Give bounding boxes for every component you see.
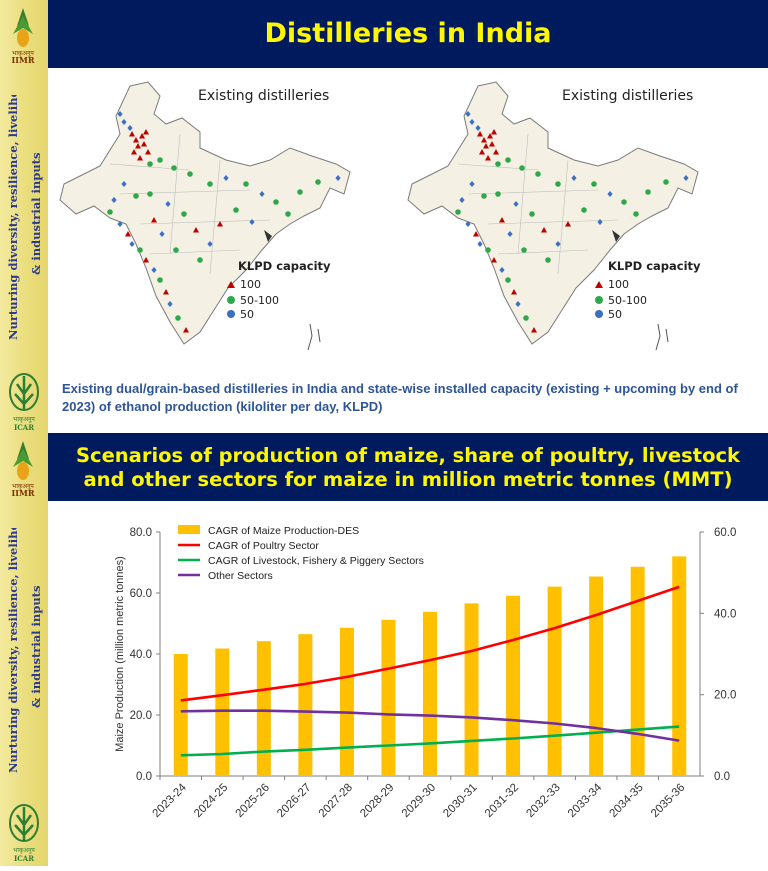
map-marker-circle [147,191,153,197]
map-marker-circle [147,161,153,167]
legend-item-100: 100 [240,278,261,291]
tagline-top [2,95,48,345]
map-caption: Existing dual/grain-based distilleries in India and state-wise installed capacity (existing + upcoming by end of 2023) of ethanol production (kiloliter per day, KLPD) [62,381,738,414]
map-marker-circle [535,171,541,177]
map-marker-circle [133,193,139,199]
logo-bottom-text-2: भाकृअनुप [13,847,35,854]
map-marker-circle [171,165,177,171]
legend-item-50: 50 [240,308,254,321]
map-panel-left [50,74,395,374]
y2-tick-label: 0.0 [714,771,730,783]
map-marker-circle [273,199,279,205]
logo-top-abbr: IIMR [11,55,35,64]
map-marker-circle [505,277,511,283]
map-marker-circle [633,211,639,217]
logo-bottom-abbr: ICAR [13,423,35,432]
legend-item-50-100-2: 50-100 [608,294,647,307]
legend-diamond-icon [227,310,235,318]
x-tick-label: 2025-26 [233,781,272,820]
map-marker-circle [157,157,163,163]
x-tick-label: 2033-34 [565,781,605,820]
map-marker-circle [157,277,163,283]
x-tick-label: 2024-25 [192,781,231,820]
y2-tick-label: 60.0 [714,527,737,539]
x-tick-label: 2027-28 [316,781,356,820]
map-marker-diamond [129,241,134,247]
legend-title-2: KLPD capacity [608,259,701,273]
map-marker-circle [581,207,587,213]
left-sidebar-bottom [0,433,48,866]
y-tick-label: 0.0 [136,771,152,783]
map-marker-circle [173,247,179,253]
x-tick-label: 2035-36 [649,781,688,820]
map-marker-circle [297,189,303,195]
legend-title: KLPD capacity [238,259,331,273]
legend-circle-icon-2 [595,296,603,304]
logo-top-text-2: भाकृअनुप [12,483,34,490]
logo-bottom-abbr-2: ICAR [13,854,35,863]
bar [465,603,479,776]
y-axis-label: Maize Production (million metric tonnes) [114,556,126,752]
tagline-line1: Nurturing diversity, resilience, livelihood [6,95,20,340]
legend-item-50-2: 50 [608,308,622,321]
map-marker-circle [207,181,213,187]
legend-entry: CAGR of Poultry Sector [208,540,319,552]
map-marker-circle [663,179,669,185]
map-marker-circle [187,171,193,177]
map-marker-diamond [477,241,482,247]
india-map-outline [60,82,350,344]
legend-item-100-2: 100 [608,278,629,291]
legend-entry: CAGR of Livestock, Fishery & Piggery Sectors [208,555,424,567]
legend-swatch [178,525,200,534]
map-marker-circle [519,165,525,171]
map-marker-circle [529,211,535,217]
bar [548,587,562,776]
map-marker-circle [621,199,627,205]
map-marker-circle [107,209,113,215]
map-marker-circle [591,181,597,187]
x-tick-label: 2026-27 [275,781,314,820]
title-line2: and other sectors for maize in million metric tonnes (MMT) [83,468,733,491]
icar-logo-2 [4,801,44,863]
y-tick-label: 60.0 [129,588,152,600]
chart-svg [48,506,768,866]
bar [423,612,437,776]
bar [589,577,603,776]
map-marker-circle [181,211,187,217]
page-title-top: Distilleries in India [48,0,768,68]
legend-item-50-100: 50-100 [240,294,279,307]
bar [506,596,520,776]
x-tick-label: 2023-24 [150,781,189,820]
icar-logo [4,370,44,432]
legend-triangle-icon-2 [595,281,603,288]
map-title-2: Existing distilleries [562,88,694,104]
map-marker-circle [197,257,203,263]
y2-tick-label: 20.0 [714,689,737,702]
y-tick-label: 80.0 [129,527,152,539]
map-panel-right [398,74,743,374]
map-marker-circle [545,257,551,263]
map-marker-circle [455,209,461,215]
map-marker-circle [233,207,239,213]
y2-tick-label: 40.0 [714,608,737,621]
x-tick-label: 2030-31 [441,781,480,820]
iimr-logo [3,4,43,64]
tagline-bottom [2,528,48,778]
legend-entry: CAGR of Maize Production-DES [208,525,360,537]
map-marker-circle [521,247,527,253]
logo-top-text: भाकृअनुप [12,50,34,57]
page-title-bottom [48,433,768,501]
map-marker-circle [645,189,651,195]
map-marker-circle [505,157,511,163]
map-marker-circle [315,179,321,185]
map-marker-circle [481,193,487,199]
y-tick-label: 40.0 [129,649,152,661]
bar [174,654,188,776]
map-marker-circle [523,315,529,321]
title-line1: Scenarios of production of maize, share of poultry, livestock [75,444,741,467]
map-marker-circle [243,181,249,187]
map-marker-circle [495,161,501,167]
y-tick-label: 20.0 [129,710,152,722]
logo-top-abbr-2: IIMR [11,488,35,497]
map-marker-circle [555,181,561,187]
x-tick-label: 2034-35 [607,781,646,820]
legend-entry: Other Sectors [208,570,273,582]
tagline-line2-2: & industrial inputs [29,585,43,708]
maize-chart [48,506,768,866]
tagline-line1-2: Nurturing diversity, resilience, livelihood [6,528,20,773]
iimr-logo-2 [3,437,43,497]
logo-bottom-text: भाकृअनुप [13,416,35,423]
left-sidebar-top [0,0,48,433]
bar [381,620,395,776]
map-marker-circle [495,191,501,197]
bar [215,649,229,776]
legend-diamond-icon-2 [595,310,603,318]
india-map-outline-2 [408,82,698,344]
x-tick-label: 2032-33 [524,781,563,820]
tagline-line2: & industrial inputs [29,152,43,275]
map-marker-circle [285,211,291,217]
bar [340,628,354,776]
map-title: Existing distilleries [198,88,330,104]
x-tick-label: 2031-32 [482,781,522,820]
map-marker-circle [485,247,491,253]
bar [298,634,312,776]
bar [257,641,271,776]
legend-circle-icon [227,296,235,304]
x-tick-label: 2028-29 [358,781,397,820]
map-marker-circle [175,315,181,321]
x-tick-label: 2029-30 [399,781,439,820]
map-marker-circle [137,247,143,253]
